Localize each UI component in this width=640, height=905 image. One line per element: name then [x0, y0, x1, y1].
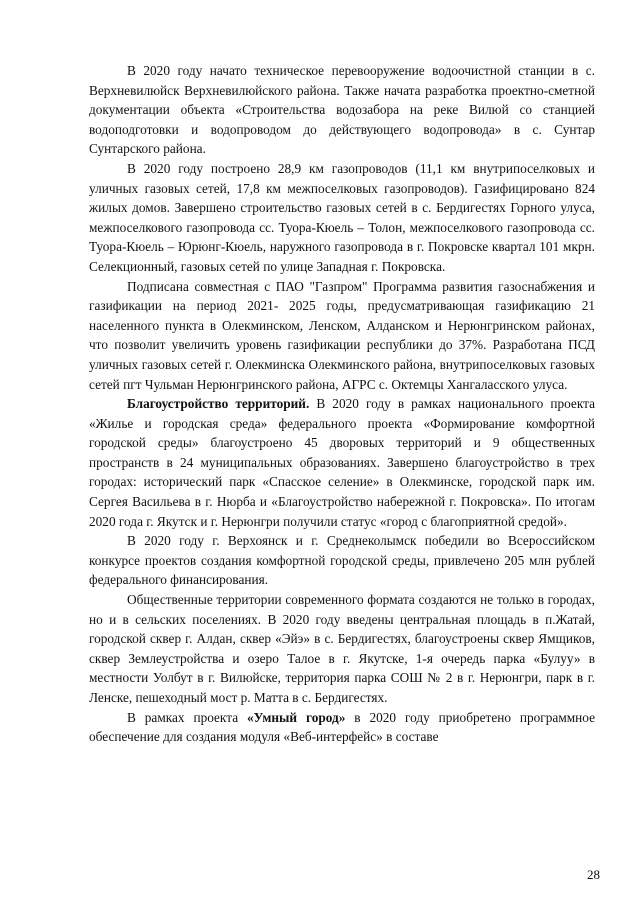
- paragraph-gazprom-program: [89, 277, 595, 395]
- page-body: [89, 61, 595, 747]
- paragraph-text: В 2020 году построено 28,9 км газопроводов (11,1 км внутрипоселковых и уличных газовых сетей, 17,8 км межпоселковых газопроводов). Газифицировано 824 жилых домов. Завершено строительство газовых сетей в с. Бердигестях Горного улуса, межпоселкового газопровода сс. Туора-Кюель – Толон, межпоселкового газопровода сс. Туора-Кюель – Юрюнг-Кюель, наружного газопровода в г. Покровске квартал 101 мкрн. Селекционный, газовых сетей по улице Западная г. Покровска.: [89, 160, 595, 274]
- paragraph-text: Общественные территории современного формата создаются не только в городах, но и в сельских поселениях. В 2020 году введены центральная площадь в п.Жатай, городской сквер г. Алдан, сквер «Эйэ» в с. Бердигестях, благоустроены сквер Ямщиков, сквер Землеустройства и озеро Талое в г. Якутске, 1-я очередь парка «Булуу» в местности Уолбут в г. Вилюйске, территория парка СОШ № 2 в г. Нерюнгри, парк в г. Ленске, пешеходный мост р. Матта в с. Бердигестях.: [89, 592, 595, 705]
- paragraph-competition: [89, 531, 595, 590]
- paragraph-water-treatment: [89, 61, 595, 159]
- paragraph-text: В 2020 году начато техническое перевооружение водоочистной станции в с. Верхневилюйск Верхневилюйского района. Также начата разработка проектно-сметной документации объекта «Строительства водозабора на реке Вилюй со станцией водоподготовки и водопроводом до действующего водопровода» в с. Сунтар Сунтарского района.: [89, 63, 595, 157]
- paragraph-text: В 2020 году в рамках национального проекта «Жилье и городская среда» федерального проекта «Формирование комфортной городской среды» благоустроено 45 дворовых территорий и 9 общественных пространств в 24 муниципальных образованиях. Завершено благоустройство в трех городах: исторический парк «Спасское селение» в Олекминске, городской парк им. Сергея Васильева в г. Нюрба и «Благоустройство набережной г. Покровска». По итогам 2020 года г. Якутск и г. Нерюнгри получили статус «город с благоприятной средой».: [89, 396, 595, 529]
- paragraph-public-spaces: [89, 590, 595, 708]
- paragraph-text: в 2020 году приобретено программное обеспечение для создания модуля «Веб-интерфейс» в составе: [89, 709, 595, 745]
- paragraph-gas-pipelines: [89, 159, 595, 277]
- paragraph-smart-city: [89, 708, 595, 747]
- paragraph-text: В 2020 году г. Верхоянск и г. Среднеколымск победили во Всероссийском конкурсе проектов создания комфортной городской среды, привлечено 205 млн рублей федерального финансирования.: [89, 533, 595, 588]
- paragraph-text: Подписана совместная с ПАО "Газпром" Программа развития газоснабжения и газификации на период 2021- 2025 годы, предусматривающая газификацию 21 населенного пункта в Олекминском, Ленском, Алданском и Нерюнгринском районах, что позволит увеличить уровень газификации республики до 37%. Разработана ПСД уличных газовых сетей г. Олекминска Олекминского района, внутрипоселковых газовых сетей пгт Чульман Нерюнгринского района, АГРС с. Октемцы Хангаласского улуса.: [89, 278, 595, 392]
- paragraph-text: В рамках проекта: [127, 709, 247, 725]
- page-number: 28: [587, 867, 600, 882]
- paragraph-landscaping: [89, 394, 595, 531]
- paragraph-lead-heading: Благоустройство территорий.: [127, 396, 310, 412]
- paragraph-bold-term: «Умный город»: [247, 709, 346, 725]
